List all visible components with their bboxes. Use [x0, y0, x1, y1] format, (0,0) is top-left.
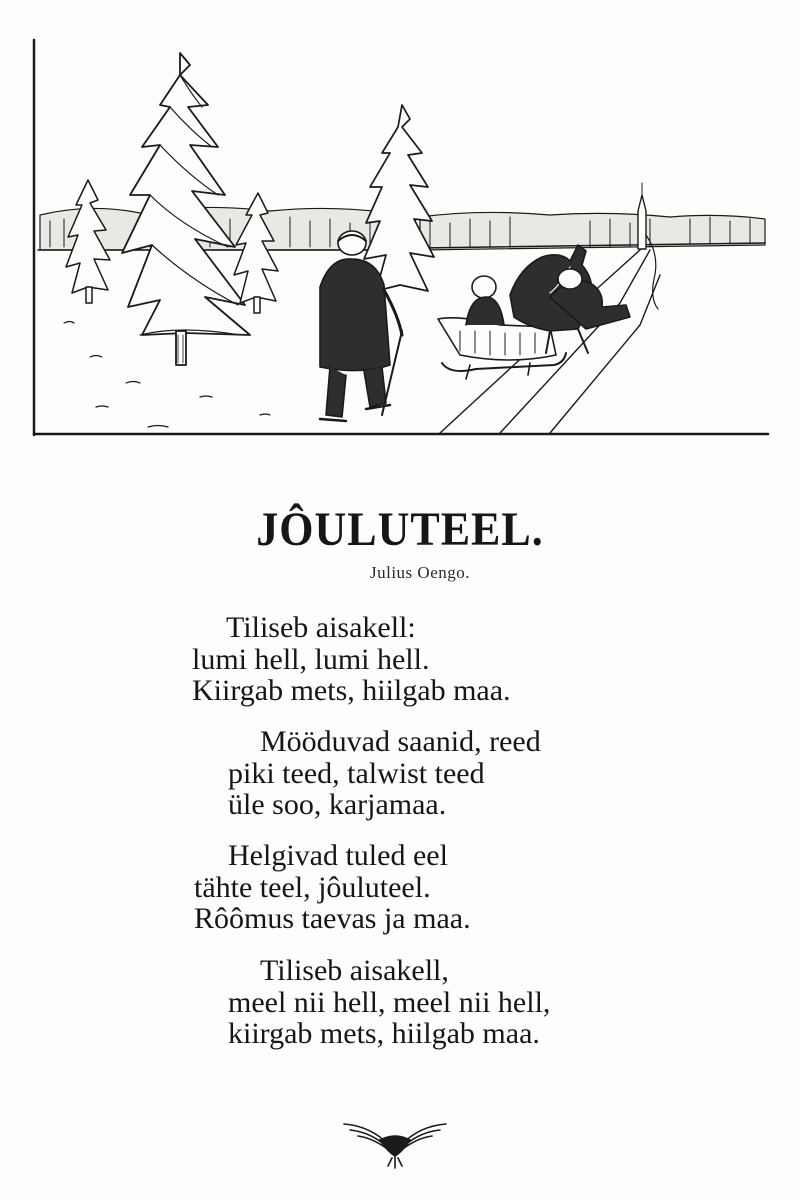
stanza-3-line-2: tähte teel, jôuluteel.	[194, 870, 431, 904]
stanza-2-line-3: üle soo, karjamaa.	[228, 788, 447, 821]
stanza-3-line-3: Rôômus taevas ja maa.	[194, 902, 471, 935]
stanza-2-line-1: Mööduvad saanid, reed	[260, 725, 541, 758]
stanza-1-line-2: lumi hell, lumi hell.	[192, 642, 430, 676]
stanza-3-line-1: Helgivad tuled eel	[228, 839, 448, 872]
stanza-3	[194, 840, 471, 935]
poem-title: JÔULUTEEL.	[256, 503, 544, 556]
fir-tree-right	[364, 105, 434, 291]
winged-sun-ornament-icon	[340, 1118, 450, 1170]
passenger-child	[472, 276, 496, 298]
stanza-1	[192, 612, 511, 707]
stanza-4-line-3: kiirgab mets, hiilgab maa.	[228, 1017, 540, 1050]
stanza-2-line-2: piki teed, talwist teed	[228, 756, 485, 790]
winter-sleigh-illustration	[30, 35, 770, 440]
poem-author: Julius Oengo.	[370, 563, 470, 582]
fir-tree-trunk	[176, 331, 186, 365]
stanza-4-line-2: meel nii hell, meel nii hell,	[228, 985, 551, 1019]
stanza-2	[228, 726, 541, 821]
snow-ground-marks	[64, 322, 270, 428]
stanza-4	[228, 955, 550, 1050]
stanza-4-line-1: Tiliseb aisakell,	[260, 954, 449, 987]
stanza-1-line-3: Kiirgab mets, hiilgab maa.	[192, 674, 511, 707]
stanza-1-line-1: Tiliseb aisakell:	[226, 611, 416, 644]
